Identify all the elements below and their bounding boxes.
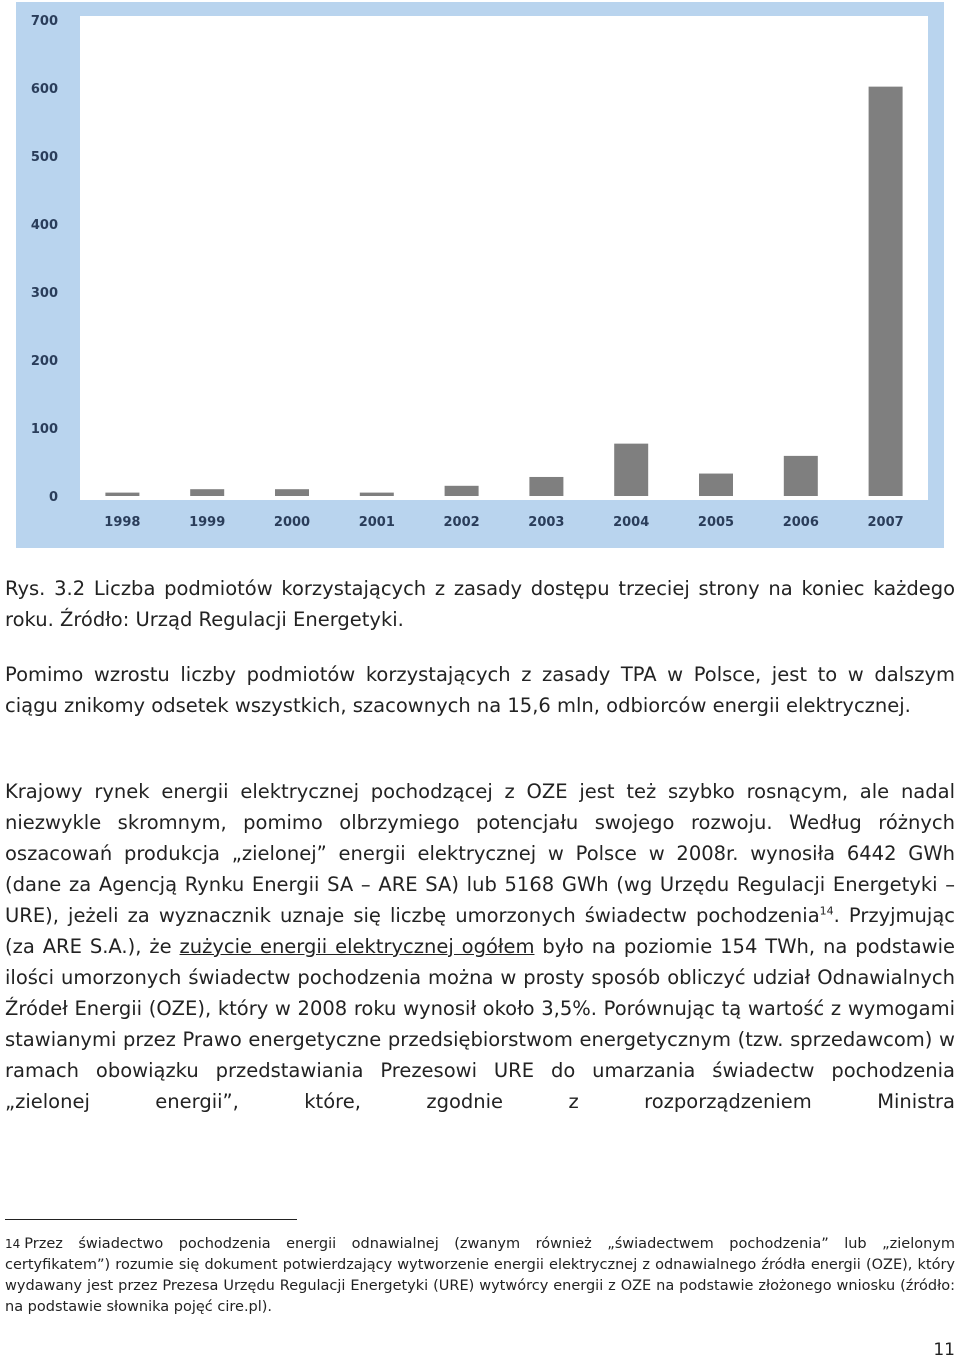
bar-2006 [784,456,818,496]
y-tick-label: 700 [30,14,58,29]
chart-svg [16,2,944,548]
bar-2000 [275,489,309,496]
x-tick-label: 1998 [104,515,141,530]
underlined-term: zużycie energii elektrycznej ogółem [179,935,535,958]
y-tick-label: 200 [30,354,58,369]
y-tick-label: 600 [30,82,58,97]
x-tick-label: 2003 [528,515,565,530]
paragraph-2-part-c: było na poziomie 154 TWh, na podstawie ilości umorzonych świadectw pochodzenia można w prosty sposób obliczyć udział Odnawialnych Źródeł Energii (OZE), który w 2008 roku wynosił około 3,5%. Porównując tą wartość z wymogami stawianymi przez Prawo energetyczne przedsiębiorstwom energetycznym (tzw. sprzedawcom) w ramach obowiązku przedstawiania Prezesowi URE do umarzania świadectw pochodzenia „zielonej energii”, które, zgodnie z rozporządzeniem Ministra [5,935,955,1113]
y-tick-label: 100 [30,422,58,437]
bar-2004 [614,444,648,496]
bar-2002 [445,486,479,496]
bar-1999 [190,489,224,496]
page-number: 11 [933,1340,955,1360]
footnote-text: Przez świadectwo pochodzenia energii odnawialnej (zwanym również „świadectwem pochodzenia” lub „zielonym certyfikatem”) rozumie się dokument potwierdzający wytworzenie energii elektrycznej z odnawialnego źródła energii (OZE), który wydawany jest przez Prezesa Urzędu Regulacji Energetyki (URE) wytwórcy energii z OZE na podstawie złożonego wniosku (źródło: na podstawie słownika pojęć cire.pl). [5,1236,955,1315]
paragraph-2-part-b: . Przyjmując (za ARE S.A.), że [5,904,955,958]
x-tick-label: 2004 [613,515,650,530]
paragraph-2-text [5,776,955,1117]
plot-area [80,16,928,500]
bar-2003 [529,477,563,496]
footnote [5,1234,955,1318]
bar-2005 [699,474,733,496]
x-tick-label: 2001 [358,515,395,530]
paragraph-1 [5,659,955,721]
y-tick-label: 300 [30,286,58,301]
footnote-separator [5,1219,297,1220]
caption-text: Rys. 3.2 Liczba podmiotów korzystających z zasady dostępu trzeciej strony na koniec każdego roku. Źródło: Urząd Regulacji Energetyki. [5,577,955,631]
figure-caption [5,573,955,635]
x-tick-label: 2000 [273,515,311,530]
x-tick-label: 2006 [782,515,819,530]
y-tick-label: 500 [30,150,58,165]
x-tick-label: 2005 [697,515,735,530]
bar-2001 [360,493,394,496]
paragraph-1-text: Pomimo wzrostu liczby podmiotów korzystających z zasady TPA w Polsce, jest to w dalszym ciągu znikomy odsetek wszystkich, szacownych na 15,6 mln, odbiorców energii elektrycznej. [5,663,955,717]
bar-1998 [105,493,139,496]
paragraph-2 [5,776,955,1117]
x-tick-label: 1999 [189,515,226,530]
footnote-reference: 14 [819,904,834,918]
footnote-number: 14 [5,1237,21,1251]
x-tick-label: 2007 [867,515,904,530]
paragraph-2-part-a: Krajowy rynek energii elektrycznej pochodzącej z OZE jest też szybko rosnącym, ale nadal niezwykle skromnym, pomimo olbrzymiego potencjału swojego rozwoju. Według różnych oszacowań produkcja „zielonej” energii elektrycznej w Polsce w 2008r. wynosiła 6442 GWh (dane za Agencją Rynku Energii SA – ARE SA) lub 5168 GWh (wg Urzędu Regulacji Energetyki – URE), jeżeli za wyznacznik uznaje się liczbę umorzonych świadectw pochodzenia [5,780,955,927]
x-tick-label: 2002 [443,515,480,530]
y-tick-label: 400 [30,218,58,233]
y-tick-label: 0 [48,490,58,505]
bar-chart [16,2,944,548]
bar-2007 [869,87,903,496]
